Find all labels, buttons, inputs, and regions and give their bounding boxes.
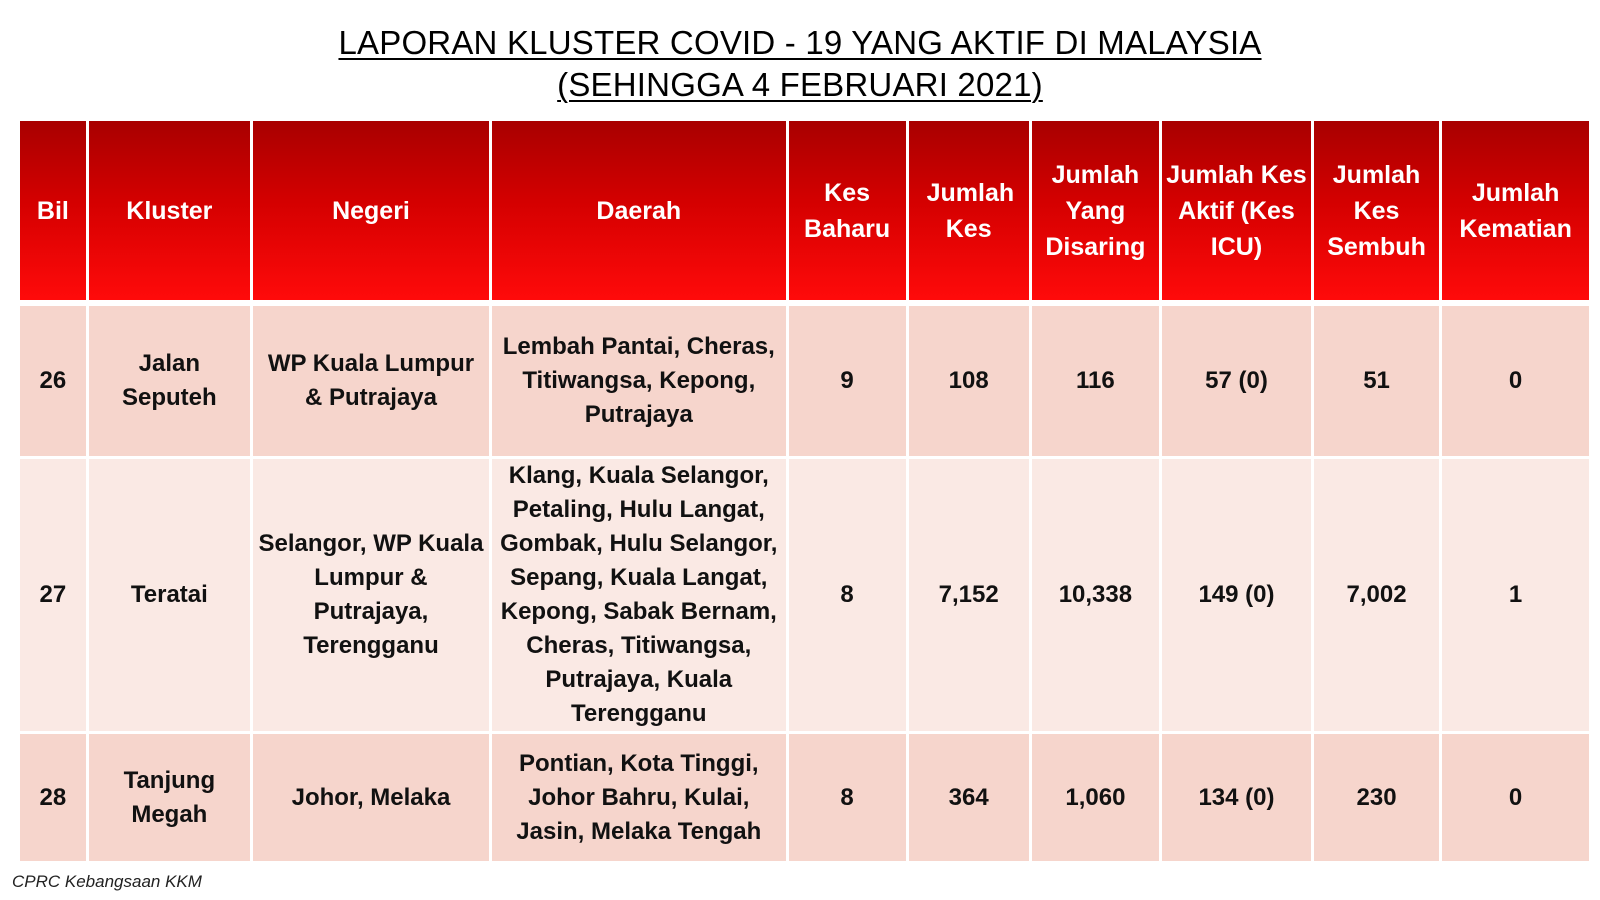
- cell-kes-sembuh: 230: [1314, 734, 1442, 864]
- header-kes-sembuh: Jumlah Kes Sembuh: [1314, 121, 1442, 306]
- report-title: [0, 22, 1600, 106]
- table-header-row: [20, 121, 1589, 306]
- cell-kluster: Jalan Seputeh: [89, 306, 253, 459]
- header-bil: Bil: [20, 121, 89, 306]
- cell-negeri: Selangor, WP Kuala Lumpur & Putrajaya, Terengganu: [253, 459, 492, 734]
- cell-kes-baharu: 9: [789, 306, 909, 459]
- cell-kluster: Tanjung Megah: [89, 734, 253, 864]
- header-kematian: Jumlah Kematian: [1442, 121, 1589, 306]
- title-line-1: LAPORAN KLUSTER COVID - 19 YANG AKTIF DI MALAYSIA: [338, 24, 1262, 61]
- header-kes-aktif: Jumlah Kes Aktif (Kes ICU): [1162, 121, 1314, 306]
- cell-kluster: Teratai: [89, 459, 253, 734]
- cell-bil: 26: [20, 306, 89, 459]
- header-jumlah-disaring: Jumlah Yang Disaring: [1032, 121, 1162, 306]
- cell-kes-sembuh: 7,002: [1314, 459, 1442, 734]
- header-kes-baharu: Kes Baharu: [789, 121, 909, 306]
- cell-negeri: WP Kuala Lumpur & Putrajaya: [253, 306, 492, 459]
- table-row: [20, 459, 1589, 734]
- cell-jumlah-disaring: 10,338: [1032, 459, 1162, 734]
- cell-jumlah-disaring: 1,060: [1032, 734, 1162, 864]
- table-row: [20, 306, 1589, 459]
- cell-jumlah-kes: 364: [909, 734, 1032, 864]
- cell-kes-sembuh: 51: [1314, 306, 1442, 459]
- header-kluster: Kluster: [89, 121, 253, 306]
- cell-bil: 27: [20, 459, 89, 734]
- cell-kes-aktif: 57 (0): [1162, 306, 1314, 459]
- table-row: [20, 734, 1589, 864]
- cell-daerah: Klang, Kuala Selangor, Petaling, Hulu Langat, Gombak, Hulu Selangor, Sepang, Kuala Langat, Kepong, Sabak Bernam, Cheras, Titiwangsa, Putrajaya, Kuala Terengganu: [492, 459, 789, 734]
- header-daerah: Daerah: [492, 121, 789, 306]
- cell-kematian: 1: [1442, 459, 1589, 734]
- cell-kes-aktif: 149 (0): [1162, 459, 1314, 734]
- cell-daerah: Lembah Pantai, Cheras, Titiwangsa, Kepong, Putrajaya: [492, 306, 789, 459]
- cell-kematian: 0: [1442, 734, 1589, 864]
- cell-bil: 28: [20, 734, 89, 864]
- cell-negeri: Johor, Melaka: [253, 734, 492, 864]
- cell-kes-baharu: 8: [789, 734, 909, 864]
- source-note: CPRC Kebangsaan KKM: [12, 872, 202, 891]
- cell-kematian: 0: [1442, 306, 1589, 459]
- cell-jumlah-kes: 108: [909, 306, 1032, 459]
- cluster-table: [20, 121, 1589, 864]
- cell-daerah: Pontian, Kota Tinggi, Johor Bahru, Kulai, Jasin, Melaka Tengah: [492, 734, 789, 864]
- header-negeri: Negeri: [253, 121, 492, 306]
- cell-kes-aktif: 134 (0): [1162, 734, 1314, 864]
- cell-jumlah-disaring: 116: [1032, 306, 1162, 459]
- cell-kes-baharu: 8: [789, 459, 909, 734]
- cell-jumlah-kes: 7,152: [909, 459, 1032, 734]
- title-line-2: (SEHINGGA 4 FEBRUARI 2021): [557, 66, 1043, 103]
- header-jumlah-kes: Jumlah Kes: [909, 121, 1032, 306]
